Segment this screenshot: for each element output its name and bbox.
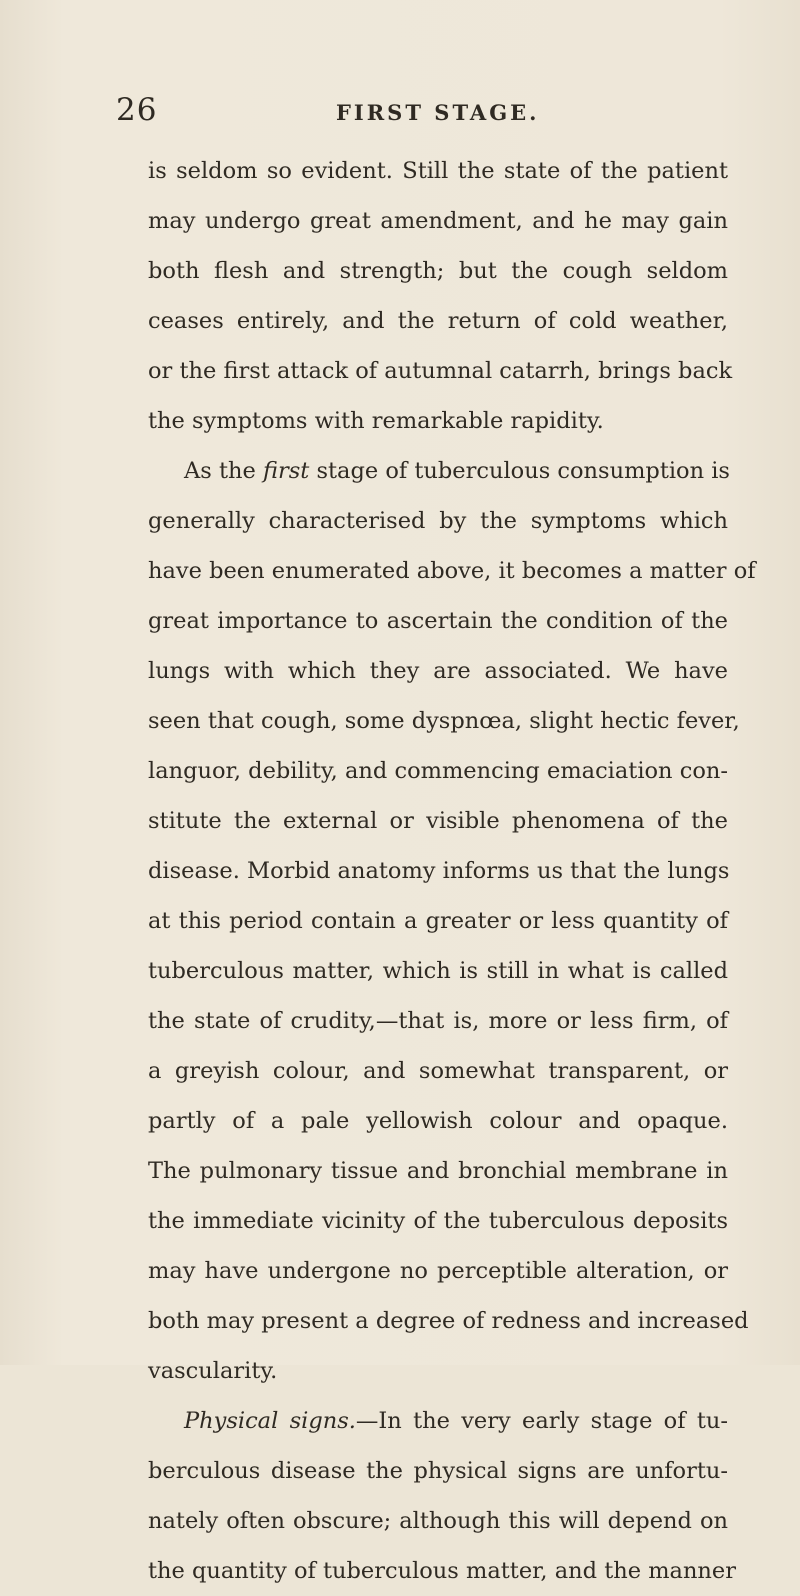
paragraph-start-line <box>148 446 728 496</box>
line-remainder: —In the very early stage of tu- <box>355 1408 728 1434</box>
text-line: or the first attack of autumnal catarrh, brings back <box>148 358 733 384</box>
page-number: 26 <box>116 92 158 128</box>
text-line: lungs with which they are associated. We have <box>148 658 728 684</box>
text-line: generally characterised by the symptoms which <box>148 508 728 534</box>
text-line: stitute the external or visible phenomena of the <box>148 808 728 834</box>
text-line: disease. Morbid anatomy informs us that the lungs <box>148 858 730 884</box>
line-remainder: stage of tuberculous consumption is <box>316 458 730 484</box>
text-line: may have undergone no perceptible alteration, or <box>148 1258 728 1284</box>
text-line: the quantity of tuberculous matter, and the manner <box>148 1558 736 1584</box>
text-line: great importance to ascertain the condition of the <box>148 608 728 634</box>
text-line: tuberculous matter, which is still in what is called <box>148 958 728 984</box>
text-line: the immediate vicinity of the tuberculous deposits <box>148 1208 728 1234</box>
text-line: languor, debility, and commencing emaciation con- <box>148 758 728 784</box>
text-line: berculous disease the physical signs are unfortu- <box>148 1458 728 1484</box>
text-line: may undergo great amendment, and he may gain <box>148 208 728 234</box>
text-line: both flesh and strength; but the cough seldom <box>148 258 728 284</box>
italic-term: first <box>262 458 310 484</box>
text-line: have been enumerated above, it becomes a matter of <box>148 558 756 584</box>
text-line: both may present a degree of redness and increased <box>148 1308 749 1334</box>
paragraph-start-line <box>148 1396 728 1446</box>
text-line: partly of a pale yellowish colour and opaque. <box>148 1108 728 1134</box>
text-line: the state of crudity,—that is, more or less firm, of <box>148 1008 728 1034</box>
lead-in: As the <box>184 458 263 484</box>
text-line: a greyish colour, and somewhat transparent, or <box>148 1058 728 1084</box>
text-line: nately often obscure; although this will depend on <box>148 1508 728 1534</box>
italic-heading: Physical signs. <box>184 1408 356 1434</box>
text-line: seen that cough, some dyspnœa, slight hectic fever, <box>148 708 740 734</box>
text-line: the symptoms with remarkable rapidity. <box>148 408 604 434</box>
text-line: at this period contain a greater or less quantity of <box>148 908 728 934</box>
text-line: vascularity. <box>148 1358 278 1384</box>
text-line: The pulmonary tissue and bronchial membrane in <box>148 1158 728 1184</box>
page-header <box>116 92 736 132</box>
body-text <box>148 146 756 1596</box>
running-head: FIRST STAGE. <box>336 100 540 125</box>
text-line: ceases entirely, and the return of cold weather, <box>148 308 728 334</box>
text-line: is seldom so evident. Still the state of the patient <box>148 158 728 184</box>
